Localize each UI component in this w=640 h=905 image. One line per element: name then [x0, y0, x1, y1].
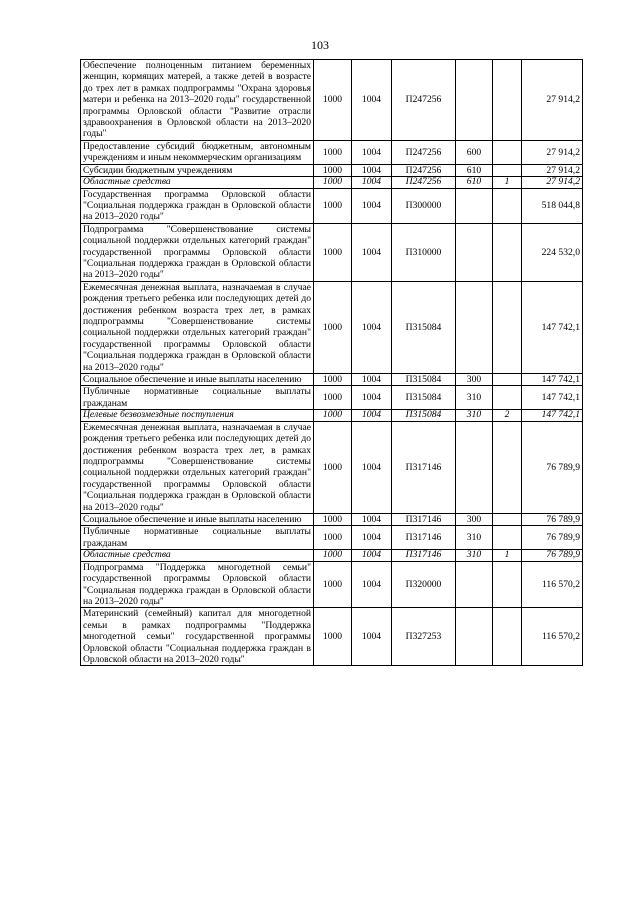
- expense-type-cell: [456, 281, 493, 373]
- table-row: [81, 188, 583, 223]
- target-article-cell: П310000: [392, 223, 456, 281]
- target-article-cell: П317146: [392, 514, 456, 526]
- amount-cell: 27 914,2: [522, 164, 583, 176]
- target-article-cell: П247256: [392, 177, 456, 189]
- amount-cell: 224 532,0: [522, 223, 583, 281]
- section-code-cell: 1000: [314, 140, 352, 164]
- table-row: [81, 140, 583, 164]
- item-name-cell: Ежемесячная денежная выплата, назначаемая в случае рождения третьего ребенка или последующих детей до достижения ребенком возраста трех лет, в рамках подпрограммы "Совершенствование системы социальной поддержки отдельных категорий граждан" государственной программы Орловской области "Социальная поддержка граждан в Орловской области на 2013–2020 годы": [81, 421, 314, 513]
- section-code-cell: 1000: [314, 164, 352, 176]
- amount-cell: 27 914,2: [522, 140, 583, 164]
- source-code-cell: [493, 164, 522, 176]
- section-code-cell: 1000: [314, 421, 352, 513]
- table-row: [81, 526, 583, 550]
- amount-cell: 76 789,9: [522, 421, 583, 513]
- subsection-code-cell: 1004: [352, 223, 392, 281]
- item-name-cell: Социальное обеспечение и иные выплаты населению: [81, 374, 314, 386]
- section-code-cell: 1000: [314, 386, 352, 410]
- target-article-cell: П247256: [392, 60, 456, 141]
- section-code-cell: 1000: [314, 514, 352, 526]
- source-code-cell: [493, 514, 522, 526]
- amount-cell: 116 570,2: [522, 608, 583, 666]
- item-name-cell: Подпрограмма "Поддержка многодетной семьи" государственной программы Орловской области "Социальная поддержка граждан в Орловской области на 2013–2020 годы": [81, 561, 314, 608]
- amount-cell: 147 742,1: [522, 410, 583, 422]
- expense-type-cell: [456, 608, 493, 666]
- source-code-cell: 1: [493, 177, 522, 189]
- source-code-cell: [493, 60, 522, 141]
- expense-type-cell: 310: [456, 386, 493, 410]
- target-article-cell: П315084: [392, 386, 456, 410]
- table-row: [81, 550, 583, 562]
- subsection-code-cell: 1004: [352, 188, 392, 223]
- expense-type-cell: 300: [456, 514, 493, 526]
- table-row: [81, 177, 583, 189]
- section-code-cell: 1000: [314, 188, 352, 223]
- item-name-cell: Ежемесячная денежная выплата, назначаемая в случае рождения третьего ребенка или последующих детей до достижения ребенком возраста трех лет, в рамках подпрограммы "Совершенствование системы социальной поддержки отдельных категорий граждан" государственной программы Орловской области "Социальная поддержка граждан в Орловской области на 2013–2020 годы": [81, 281, 314, 373]
- amount-cell: 116 570,2: [522, 561, 583, 608]
- target-article-cell: П317146: [392, 550, 456, 562]
- subsection-code-cell: 1004: [352, 140, 392, 164]
- target-article-cell: П317146: [392, 526, 456, 550]
- table-row: [81, 421, 583, 513]
- target-article-cell: П315084: [392, 410, 456, 422]
- subsection-code-cell: 1004: [352, 514, 392, 526]
- item-name-cell: Субсидии бюджетным учреждениям: [81, 164, 314, 176]
- target-article-cell: П327253: [392, 608, 456, 666]
- amount-cell: 76 789,9: [522, 550, 583, 562]
- target-article-cell: П247256: [392, 164, 456, 176]
- source-code-cell: [493, 140, 522, 164]
- section-code-cell: 1000: [314, 561, 352, 608]
- subsection-code-cell: 1004: [352, 608, 392, 666]
- budget-table: [80, 59, 583, 666]
- source-code-cell: [493, 561, 522, 608]
- budget-table-body: [81, 60, 583, 666]
- expense-type-cell: 310: [456, 410, 493, 422]
- target-article-cell: П315084: [392, 374, 456, 386]
- source-code-cell: [493, 608, 522, 666]
- item-name-cell: Государственная программа Орловской области "Социальная поддержка граждан в Орловской области на 2013–2020 годы": [81, 188, 314, 223]
- source-code-cell: 2: [493, 410, 522, 422]
- subsection-code-cell: 1004: [352, 561, 392, 608]
- target-article-cell: П300000: [392, 188, 456, 223]
- target-article-cell: П317146: [392, 421, 456, 513]
- item-name-cell: Материнский (семейный) капитал для многодетной семьи в рамках подпрограммы "Поддержка многодетной семьи" государственной программы Орловской области "Социальная поддержка граждан в Орловской области на 2013–2020 годы": [81, 608, 314, 666]
- item-name-cell: Публичные нормативные социальные выплаты гражданам: [81, 386, 314, 410]
- section-code-cell: 1000: [314, 177, 352, 189]
- amount-cell: 518 044,8: [522, 188, 583, 223]
- subsection-code-cell: 1004: [352, 410, 392, 422]
- item-name-cell: Областные средства: [81, 177, 314, 189]
- expense-type-cell: 610: [456, 177, 493, 189]
- expense-type-cell: 610: [456, 164, 493, 176]
- amount-cell: 76 789,9: [522, 526, 583, 550]
- subsection-code-cell: 1004: [352, 164, 392, 176]
- amount-cell: 147 742,1: [522, 374, 583, 386]
- item-name-cell: Публичные нормативные социальные выплаты гражданам: [81, 526, 314, 550]
- section-code-cell: 1000: [314, 223, 352, 281]
- subsection-code-cell: 1004: [352, 386, 392, 410]
- page-number: 103: [311, 38, 329, 52]
- expense-type-cell: [456, 421, 493, 513]
- table-row: [81, 374, 583, 386]
- table-row: [81, 281, 583, 373]
- table-row: [81, 514, 583, 526]
- subsection-code-cell: 1004: [352, 281, 392, 373]
- table-row: [81, 410, 583, 422]
- source-code-cell: [493, 223, 522, 281]
- source-code-cell: [493, 421, 522, 513]
- table-row: [81, 223, 583, 281]
- expense-type-cell: [456, 561, 493, 608]
- target-article-cell: П247256: [392, 140, 456, 164]
- subsection-code-cell: 1004: [352, 177, 392, 189]
- section-code-cell: 1000: [314, 281, 352, 373]
- subsection-code-cell: 1004: [352, 550, 392, 562]
- section-code-cell: 1000: [314, 410, 352, 422]
- section-code-cell: 1000: [314, 374, 352, 386]
- table-row: [81, 608, 583, 666]
- amount-cell: 76 789,9: [522, 514, 583, 526]
- subsection-code-cell: 1004: [352, 60, 392, 141]
- target-article-cell: П315084: [392, 281, 456, 373]
- subsection-code-cell: 1004: [352, 526, 392, 550]
- source-code-cell: [493, 386, 522, 410]
- expense-type-cell: [456, 223, 493, 281]
- expense-type-cell: 310: [456, 526, 493, 550]
- section-code-cell: 1000: [314, 60, 352, 141]
- table-row: [81, 164, 583, 176]
- table-row: [81, 60, 583, 141]
- amount-cell: 147 742,1: [522, 281, 583, 373]
- subsection-code-cell: 1004: [352, 421, 392, 513]
- item-name-cell: Обеспечение полноценным питанием беременных женщин, кормящих матерей, а также детей в возрасте до трех лет в рамках подпрограммы "Охрана здоровья матери и ребенка на 2013–2020 годы" государственной программы Орловской области "Развитие отрасли здравоохранения в Орловской области на 2013–2020 годы": [81, 60, 314, 141]
- target-article-cell: П320000: [392, 561, 456, 608]
- expense-type-cell: 600: [456, 140, 493, 164]
- expense-type-cell: 310: [456, 550, 493, 562]
- section-code-cell: 1000: [314, 550, 352, 562]
- amount-cell: 27 914,2: [522, 60, 583, 141]
- expense-type-cell: 300: [456, 374, 493, 386]
- amount-cell: 27 914,2: [522, 177, 583, 189]
- section-code-cell: 1000: [314, 526, 352, 550]
- item-name-cell: Областные средства: [81, 550, 314, 562]
- item-name-cell: Целевые безвозмездные поступления: [81, 410, 314, 422]
- item-name-cell: Предоставление субсидий бюджетным, автономным учреждениям и иным некоммерческим организациям: [81, 140, 314, 164]
- amount-cell: 147 742,1: [522, 386, 583, 410]
- item-name-cell: Социальное обеспечение и иные выплаты населению: [81, 514, 314, 526]
- source-code-cell: [493, 374, 522, 386]
- source-code-cell: 1: [493, 550, 522, 562]
- section-code-cell: 1000: [314, 608, 352, 666]
- source-code-cell: [493, 188, 522, 223]
- source-code-cell: [493, 281, 522, 373]
- expense-type-cell: [456, 60, 493, 141]
- table-row: [81, 561, 583, 608]
- source-code-cell: [493, 526, 522, 550]
- subsection-code-cell: 1004: [352, 374, 392, 386]
- expense-type-cell: [456, 188, 493, 223]
- table-row: [81, 386, 583, 410]
- item-name-cell: Подпрограмма "Совершенствование системы социальной поддержки отдельных категорий граждан" государственной программы Орловской области "Социальная поддержка граждан в Орловской области на 2013–2020 годы": [81, 223, 314, 281]
